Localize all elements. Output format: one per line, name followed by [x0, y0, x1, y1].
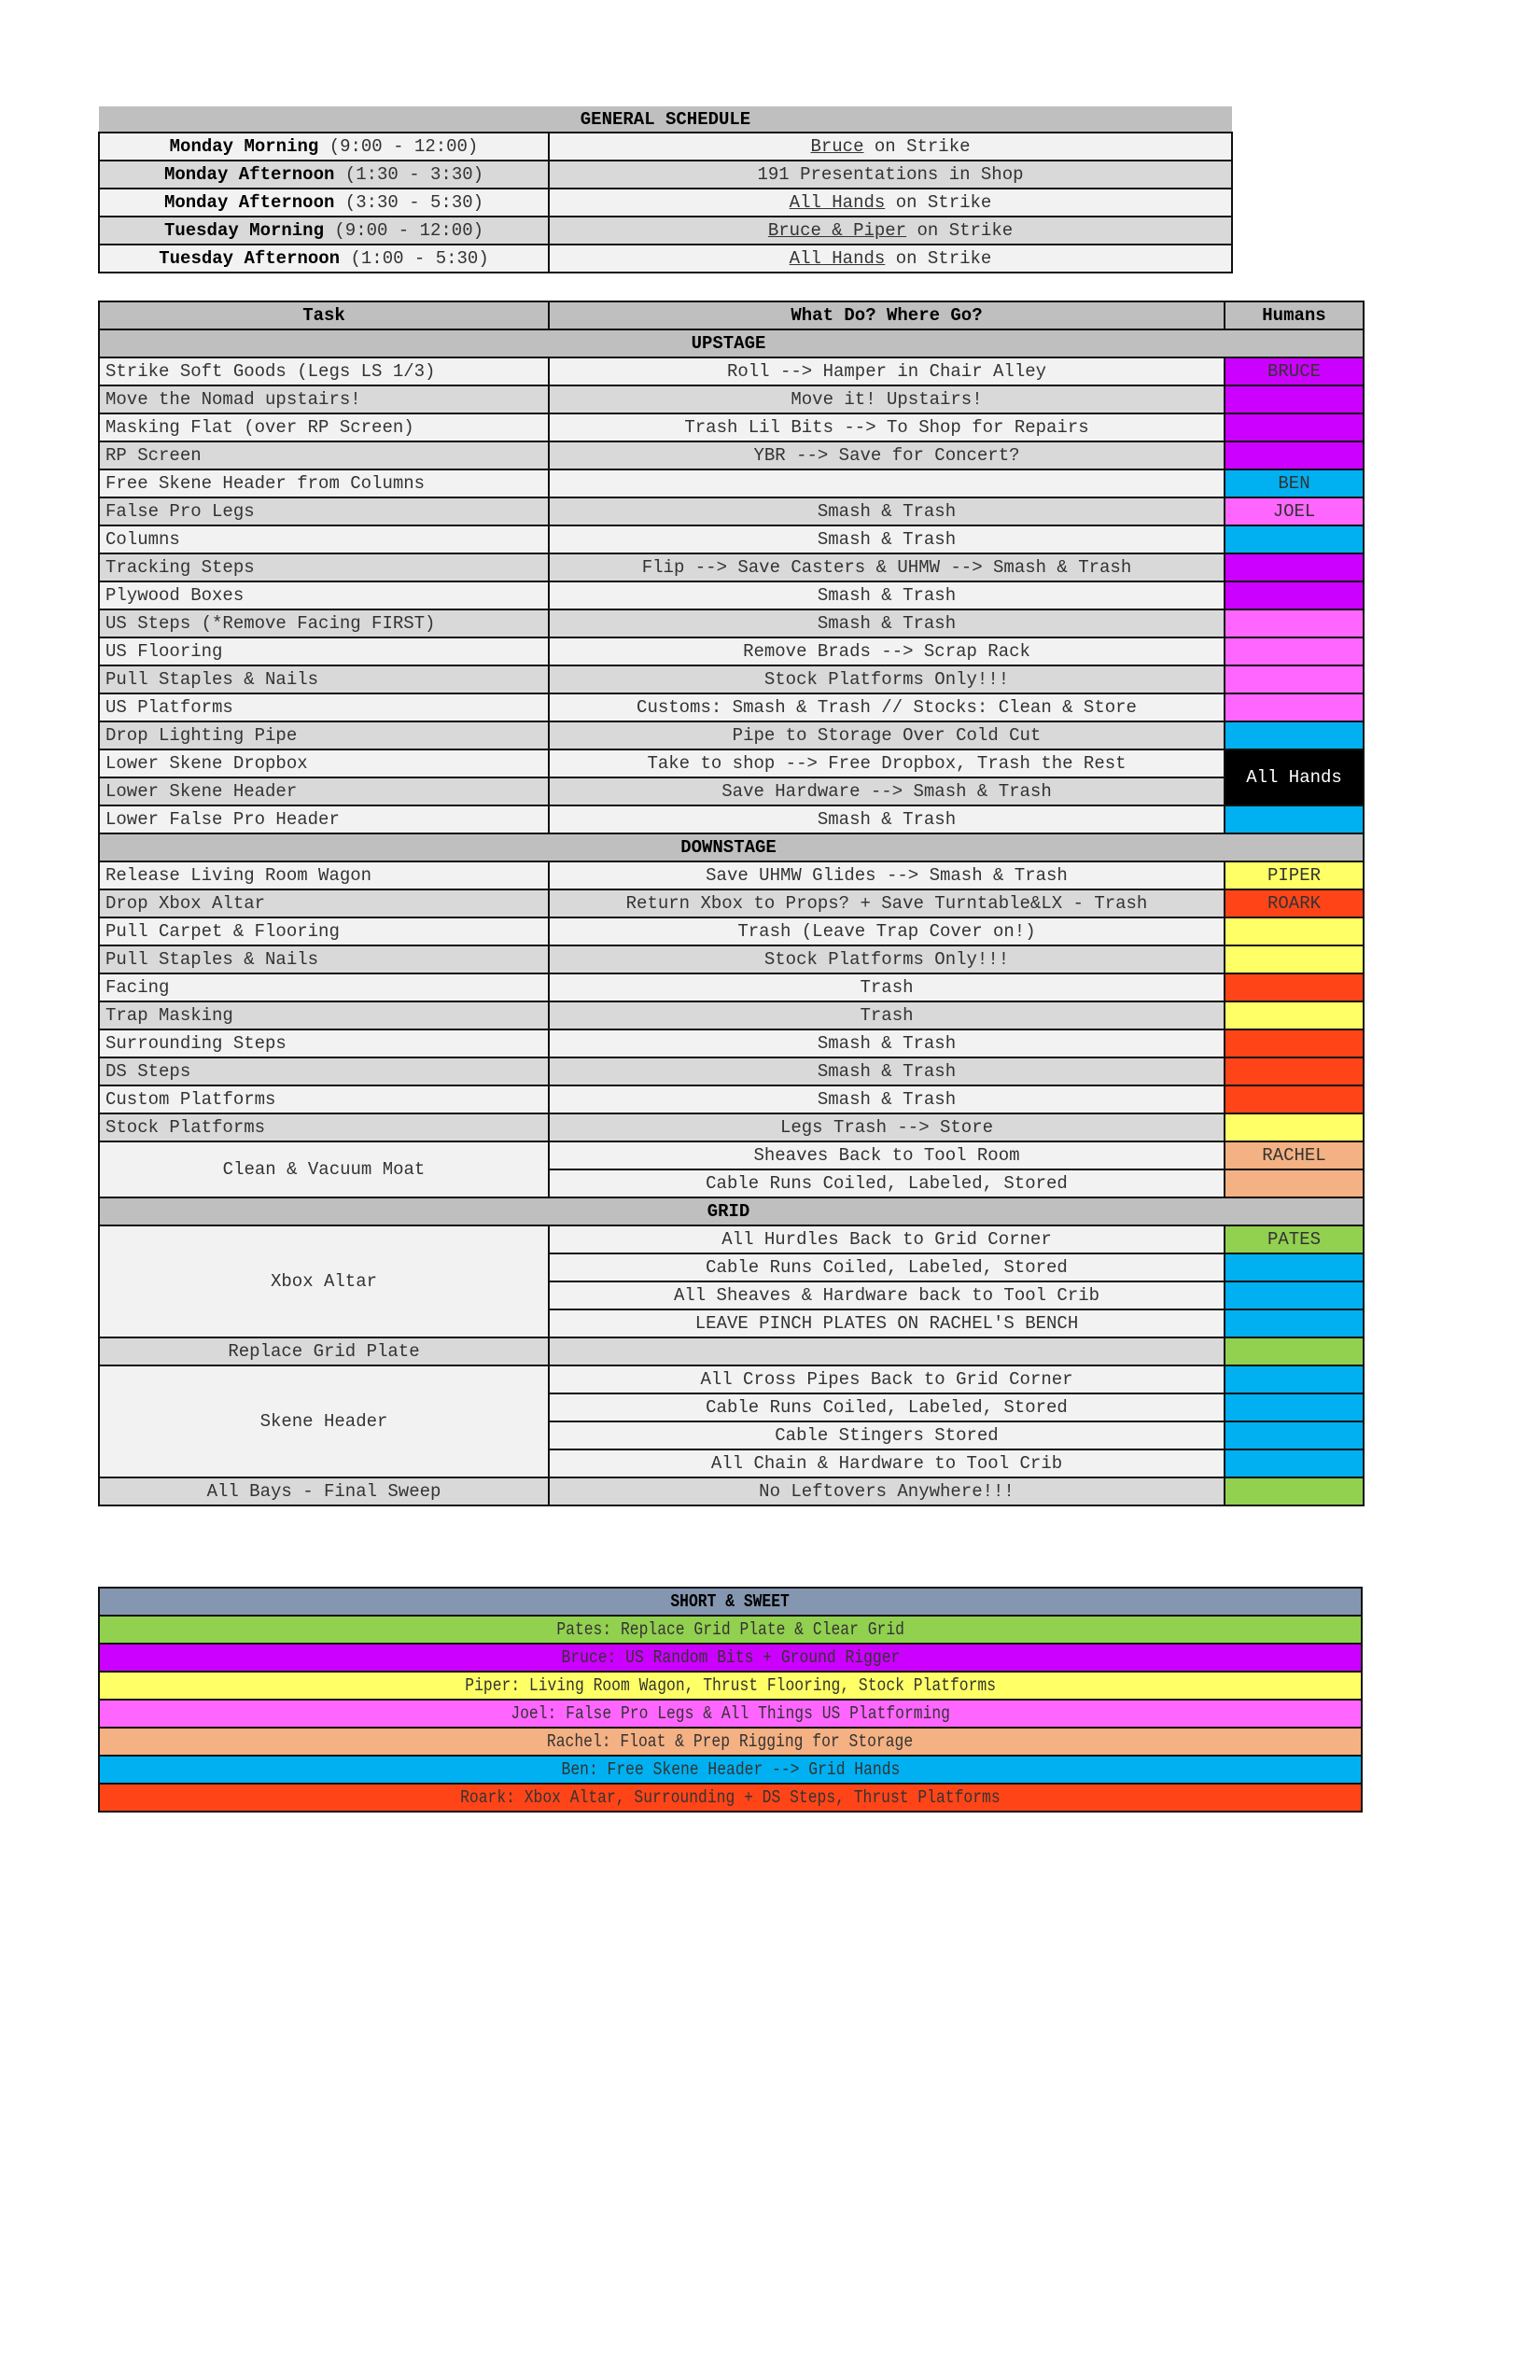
task-action: Smash & Trash	[549, 805, 1225, 833]
task-name: US Flooring	[99, 637, 549, 665]
task-action: Smash & Trash	[549, 497, 1225, 525]
human-assignee: PATES	[1225, 1225, 1364, 1253]
task-name: RP Screen	[99, 441, 549, 469]
task-action: All Hurdles Back to Grid Corner	[549, 1225, 1225, 1253]
task-action: Trash	[549, 1001, 1225, 1029]
task-name: Plywood Boxes	[99, 581, 549, 609]
task-row	[99, 777, 1364, 805]
schedule-activity: 191 Presentations in Shop	[757, 164, 1024, 185]
task-name: Pull Staples & Nails	[99, 665, 549, 693]
schedule-time-cell	[99, 161, 549, 189]
schedule-day: Monday Afternoon	[163, 192, 335, 213]
human-assignee: BRUCE	[1225, 357, 1364, 385]
schedule-hours: (9:00 - 12:00)	[329, 136, 479, 157]
human-assignee	[1225, 581, 1364, 609]
task-action: Smash & Trash	[549, 609, 1225, 637]
task-name: Free Skene Header from Columns	[99, 469, 549, 497]
task-header-row	[99, 301, 1364, 329]
summary-assignment	[99, 1756, 1362, 1784]
schedule-who: All Hands	[789, 192, 886, 213]
summary-text: Joel: False Pro Legs & All Things US Platforming	[511, 1703, 950, 1724]
task-action: Cable Stingers Stored	[549, 1421, 1225, 1449]
summary-row	[99, 1616, 1362, 1644]
task-row	[99, 861, 1364, 889]
human-assignee	[1225, 721, 1364, 749]
human-assignee: JOEL	[1225, 497, 1364, 525]
task-action: Smash & Trash	[549, 581, 1225, 609]
human-assignee	[1225, 1421, 1364, 1449]
summary-assignment	[99, 1672, 1362, 1700]
schedule-title-row	[99, 106, 1232, 133]
summary-row	[99, 1756, 1362, 1784]
task-action: Smash & Trash	[549, 1057, 1225, 1085]
task-action: Smash & Trash	[549, 525, 1225, 553]
task-row	[99, 385, 1364, 413]
summary-row	[99, 1728, 1362, 1756]
column-header-task: Task	[99, 301, 549, 329]
human-assignee	[1225, 693, 1364, 721]
task-action: Legs Trash --> Store	[549, 1113, 1225, 1141]
human-assignee	[1225, 553, 1364, 581]
task-action: Trash (Leave Trap Cover on!)	[549, 917, 1225, 945]
task-row	[99, 1225, 1364, 1253]
task-row	[99, 721, 1364, 749]
human-assignee	[1225, 1309, 1364, 1337]
human-assignee	[1225, 1085, 1364, 1113]
task-action: Smash & Trash	[549, 1085, 1225, 1113]
schedule-who: All Hands	[789, 248, 886, 269]
task-row	[99, 693, 1364, 721]
summary-text: Rachel: Float & Prep Rigging for Storage	[547, 1731, 914, 1752]
summary-row	[99, 1700, 1362, 1728]
task-row	[99, 1029, 1364, 1057]
general-schedule-table	[98, 106, 1233, 273]
task-row	[99, 1337, 1364, 1365]
task-name: Pull Staples & Nails	[99, 945, 549, 973]
schedule-day: Monday Morning	[169, 136, 319, 157]
strike-task-table	[98, 301, 1365, 1506]
schedule-who: Bruce	[810, 136, 864, 157]
human-assignee	[1225, 973, 1364, 1001]
column-header-humans: Humans	[1225, 301, 1364, 329]
summary-row	[99, 1672, 1362, 1700]
task-name: US Steps (*Remove Facing FIRST)	[99, 609, 549, 637]
task-name: Strike Soft Goods (Legs LS 1/3)	[99, 357, 549, 385]
task-name: Masking Flat (over RP Screen)	[99, 413, 549, 441]
task-action: Trash Lil Bits --> To Shop for Repairs	[549, 413, 1225, 441]
task-action: Move it! Upstairs!	[549, 385, 1225, 413]
task-action: Cable Runs Coiled, Labeled, Stored	[549, 1393, 1225, 1421]
schedule-row	[99, 189, 1232, 217]
human-assignee: ROARK	[1225, 889, 1364, 917]
human-assignee	[1225, 917, 1364, 945]
summary-assignment	[99, 1700, 1362, 1728]
task-name: Xbox Altar	[99, 1225, 549, 1337]
section-row	[99, 329, 1364, 357]
task-name: DS Steps	[99, 1057, 549, 1085]
task-name: US Platforms	[99, 693, 549, 721]
summary-row	[99, 1644, 1362, 1672]
task-row	[99, 413, 1364, 441]
human-assignee: All Hands	[1225, 749, 1364, 805]
task-action: Cable Runs Coiled, Labeled, Stored	[549, 1169, 1225, 1197]
task-action: Flip --> Save Casters & UHMW --> Smash & Trash	[549, 553, 1225, 581]
schedule-hours: (9:00 - 12:00)	[334, 220, 484, 241]
human-assignee	[1225, 1113, 1364, 1141]
task-name: All Bays - Final Sweep	[99, 1477, 549, 1505]
task-action: Smash & Trash	[549, 1029, 1225, 1057]
summary-text: Ben: Free Skene Header --> Grid Hands	[561, 1759, 900, 1780]
human-assignee	[1225, 609, 1364, 637]
task-row	[99, 1365, 1364, 1393]
task-name: Lower Skene Dropbox	[99, 749, 549, 777]
task-name: False Pro Legs	[99, 497, 549, 525]
schedule-row	[99, 133, 1232, 161]
task-action: No Leftovers Anywhere!!!	[549, 1477, 1225, 1505]
summary-assignment	[99, 1644, 1362, 1672]
task-name: Columns	[99, 525, 549, 553]
human-assignee	[1225, 1057, 1364, 1085]
schedule-day: Monday Afternoon	[163, 164, 335, 185]
human-assignee	[1225, 441, 1364, 469]
human-assignee: RACHEL	[1225, 1141, 1364, 1169]
schedule-row	[99, 245, 1232, 273]
task-action: Stock Platforms Only!!!	[549, 945, 1225, 973]
human-assignee	[1225, 1365, 1364, 1393]
task-row	[99, 917, 1364, 945]
schedule-time-cell	[99, 217, 549, 245]
task-action: Stock Platforms Only!!!	[549, 665, 1225, 693]
schedule-row	[99, 217, 1232, 245]
task-action: All Cross Pipes Back to Grid Corner	[549, 1365, 1225, 1393]
task-row	[99, 1477, 1364, 1505]
schedule-activity-cell	[549, 161, 1232, 189]
task-row	[99, 665, 1364, 693]
human-assignee	[1225, 1169, 1364, 1197]
task-row	[99, 609, 1364, 637]
schedule-activity-cell	[549, 245, 1232, 273]
summary-text: Piper: Living Room Wagon, Thrust Flooring, Stock Platforms	[465, 1675, 996, 1696]
schedule-row	[99, 161, 1232, 189]
task-row	[99, 1113, 1364, 1141]
schedule-activity: on Strike	[895, 248, 992, 269]
task-name: Drop Lighting Pipe	[99, 721, 549, 749]
task-row	[99, 749, 1364, 777]
human-assignee	[1225, 805, 1364, 833]
task-row	[99, 945, 1364, 973]
task-action: Save UHMW Glides --> Smash & Trash	[549, 861, 1225, 889]
task-name: Surrounding Steps	[99, 1029, 549, 1057]
human-assignee	[1225, 1001, 1364, 1029]
task-row	[99, 497, 1364, 525]
task-name: Skene Header	[99, 1365, 549, 1477]
task-action: Sheaves Back to Tool Room	[549, 1141, 1225, 1169]
task-name: Custom Platforms	[99, 1085, 549, 1113]
task-action: Take to shop --> Free Dropbox, Trash the Rest	[549, 749, 1225, 777]
summary-text: Roark: Xbox Altar, Surrounding + DS Steps, Thrust Platforms	[460, 1787, 1001, 1808]
schedule-activity-cell	[549, 189, 1232, 217]
task-name: Replace Grid Plate	[99, 1337, 549, 1365]
task-action: Roll --> Hamper in Chair Alley	[549, 357, 1225, 385]
task-name: Move the Nomad upstairs!	[99, 385, 549, 413]
task-action: LEAVE PINCH PLATES ON RACHEL'S BENCH	[549, 1309, 1225, 1337]
task-action: Pipe to Storage Over Cold Cut	[549, 721, 1225, 749]
task-name: Release Living Room Wagon	[99, 861, 549, 889]
schedule-day: Tuesday Afternoon	[159, 248, 341, 269]
summary-header-row	[99, 1588, 1362, 1616]
task-row	[99, 525, 1364, 553]
task-row	[99, 1085, 1364, 1113]
summary-row	[99, 1784, 1362, 1812]
summary-text: Bruce: US Random Bits + Ground Rigger	[561, 1647, 900, 1668]
schedule-time-cell	[99, 189, 549, 217]
schedule-time-cell	[99, 245, 549, 273]
task-row	[99, 1001, 1364, 1029]
task-action	[549, 1337, 1225, 1365]
schedule-activity: on Strike	[895, 192, 992, 213]
task-action: Save Hardware --> Smash & Trash	[549, 777, 1225, 805]
task-name: Facing	[99, 973, 549, 1001]
task-row	[99, 357, 1364, 385]
task-action: YBR --> Save for Concert?	[549, 441, 1225, 469]
task-row	[99, 441, 1364, 469]
human-assignee	[1225, 1337, 1364, 1365]
task-row	[99, 973, 1364, 1001]
task-action: Customs: Smash & Trash // Stocks: Clean & Store	[549, 693, 1225, 721]
summary-title: SHORT & SWEET	[99, 1588, 1362, 1616]
section-downstage: DOWNSTAGE	[99, 833, 1364, 861]
task-row	[99, 637, 1364, 665]
task-action: Remove Brads --> Scrap Rack	[549, 637, 1225, 665]
human-assignee: BEN	[1225, 469, 1364, 497]
human-assignee	[1225, 1393, 1364, 1421]
task-action: Return Xbox to Props? + Save Turntable&LX - Trash	[549, 889, 1225, 917]
task-name: Lower Skene Header	[99, 777, 549, 805]
schedule-hours: (1:00 - 5:30)	[350, 248, 489, 269]
task-action: Trash	[549, 973, 1225, 1001]
task-name: Drop Xbox Altar	[99, 889, 549, 917]
section-row	[99, 833, 1364, 861]
schedule-activity-cell	[549, 217, 1232, 245]
schedule-day: Tuesday Morning	[163, 220, 324, 241]
human-assignee	[1225, 1449, 1364, 1477]
task-name: Clean & Vacuum Moat	[99, 1141, 549, 1197]
task-action: All Chain & Hardware to Tool Crib	[549, 1449, 1225, 1477]
section-upstage: UPSTAGE	[99, 329, 1364, 357]
task-name: Tracking Steps	[99, 553, 549, 581]
summary-assignment	[99, 1616, 1362, 1644]
human-assignee	[1225, 1281, 1364, 1309]
summary-assignment	[99, 1728, 1362, 1756]
schedule-time-cell	[99, 133, 549, 161]
human-assignee	[1225, 1253, 1364, 1281]
human-assignee	[1225, 413, 1364, 441]
human-assignee	[1225, 385, 1364, 413]
task-name: Lower False Pro Header	[99, 805, 549, 833]
task-row	[99, 1141, 1364, 1169]
schedule-who: Bruce & Piper	[767, 220, 907, 241]
schedule-activity-cell	[549, 133, 1232, 161]
section-grid: GRID	[99, 1197, 1364, 1225]
task-row	[99, 889, 1364, 917]
task-name: Trap Masking	[99, 1001, 549, 1029]
task-action: All Sheaves & Hardware back to Tool Crib	[549, 1281, 1225, 1309]
human-assignee	[1225, 525, 1364, 553]
task-name: Pull Carpet & Flooring	[99, 917, 549, 945]
human-assignee	[1225, 1477, 1364, 1505]
schedule-hours: (3:30 - 5:30)	[344, 192, 484, 213]
task-row	[99, 553, 1364, 581]
schedule-activity: on Strike	[874, 136, 971, 157]
task-action: Cable Runs Coiled, Labeled, Stored	[549, 1253, 1225, 1281]
task-row	[99, 469, 1364, 497]
column-header-what: What Do? Where Go?	[549, 301, 1225, 329]
task-row	[99, 581, 1364, 609]
human-assignee: PIPER	[1225, 861, 1364, 889]
human-assignee	[1225, 637, 1364, 665]
summary-text: Pates: Replace Grid Plate & Clear Grid	[556, 1619, 904, 1640]
section-row	[99, 1197, 1364, 1225]
short-and-sweet-table	[98, 1587, 1363, 1813]
task-row	[99, 1057, 1364, 1085]
human-assignee	[1225, 945, 1364, 973]
task-name: Stock Platforms	[99, 1113, 549, 1141]
schedule-hours: (1:30 - 3:30)	[344, 164, 484, 185]
task-row	[99, 805, 1364, 833]
summary-assignment	[99, 1784, 1362, 1812]
human-assignee	[1225, 1029, 1364, 1057]
task-action	[549, 469, 1225, 497]
schedule-activity: on Strike	[917, 220, 1014, 241]
schedule-title: GENERAL SCHEDULE	[99, 106, 1232, 133]
human-assignee	[1225, 665, 1364, 693]
